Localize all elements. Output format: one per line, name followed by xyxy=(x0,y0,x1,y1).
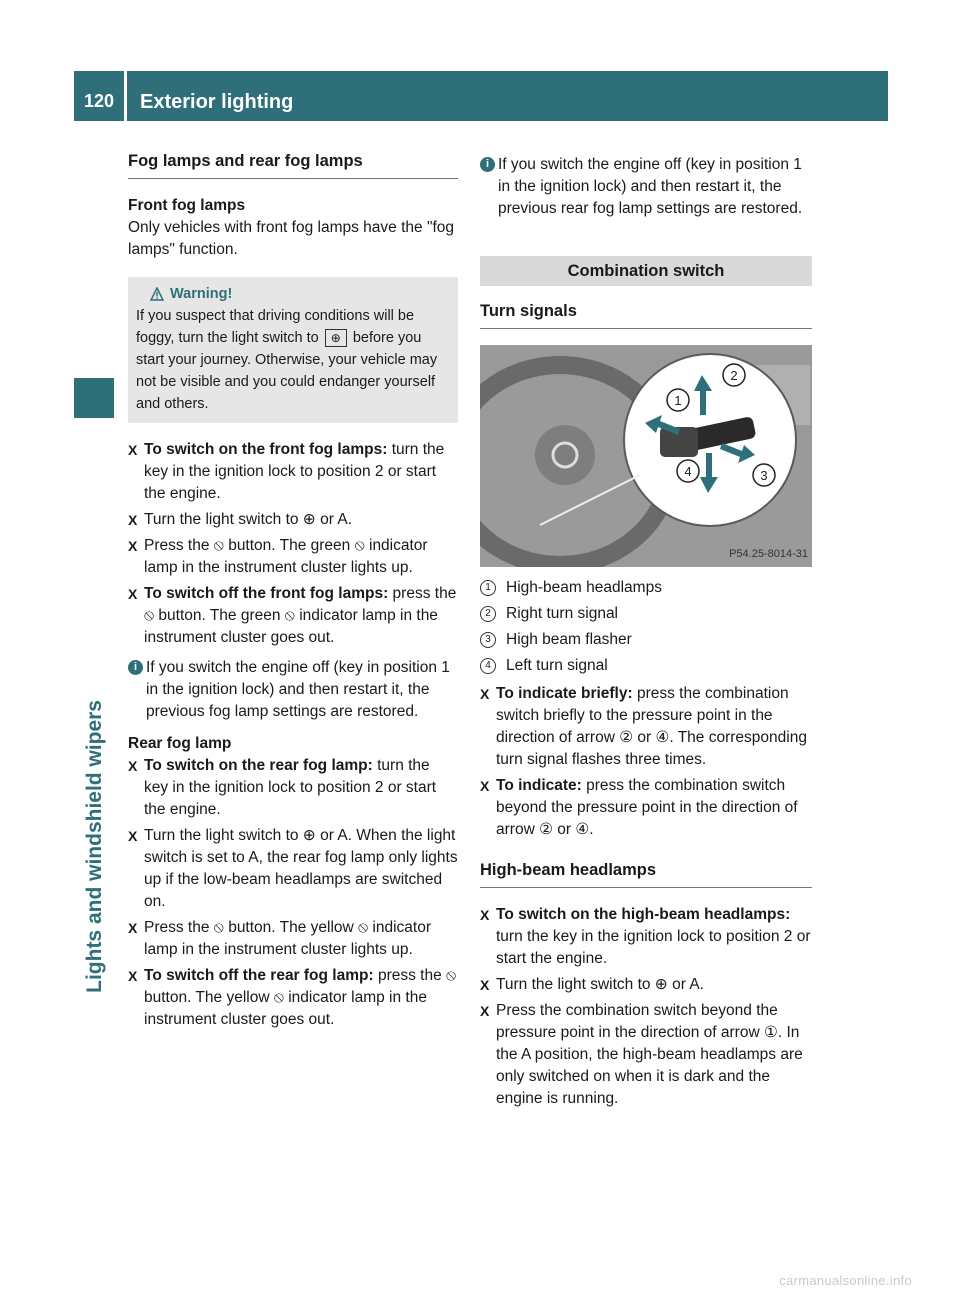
step-text: Press the ⦸ button. The yellow ⦸ indicator lamp in the instrument cluster lights up. xyxy=(144,919,432,958)
warning-text xyxy=(136,305,450,415)
step-front-press xyxy=(128,535,458,579)
step-rear-off xyxy=(128,965,458,1031)
step-bold: To switch on the high-beam headlamps: xyxy=(496,906,791,923)
svg-text:3: 3 xyxy=(760,468,768,483)
right-column xyxy=(480,150,812,1114)
legend-number: 2 xyxy=(480,606,496,622)
legend-number: 3 xyxy=(480,632,496,648)
step-front-on xyxy=(128,439,458,505)
step-bold: To switch off the rear fog lamp: xyxy=(144,967,374,984)
step-highbeam-switch xyxy=(480,974,812,996)
step-bold: To switch on the front fog lamps: xyxy=(144,441,388,458)
warning-triangle-icon xyxy=(150,287,164,301)
step-bold: To indicate briefly: xyxy=(496,685,633,702)
svg-text:4: 4 xyxy=(684,464,692,479)
svg-text:1: 1 xyxy=(674,393,682,408)
info-icon: i xyxy=(480,157,495,172)
step-text: press the ⦸ button. The yellow ⦸ indicator lamp in the instrument cluster goes out. xyxy=(144,967,457,1028)
info-icon: i xyxy=(128,660,143,675)
step-bold: To indicate: xyxy=(496,777,582,794)
legend-item xyxy=(480,655,812,677)
warning-text-part1: If you suspect that driving conditions will be foggy, turn the light switch to xyxy=(136,308,415,346)
left-column xyxy=(128,150,458,1035)
step-text: Press the ⦸ button. The green ⦸ indicator lamp in the instrument cluster lights up. xyxy=(144,537,428,576)
legend-label: Left turn signal xyxy=(506,657,608,674)
legend-item xyxy=(480,603,812,625)
legend-item xyxy=(480,629,812,651)
chapter-side-label: Lights and windshield wipers xyxy=(83,700,106,993)
step-marker-icon: X xyxy=(128,920,138,936)
step-rear-on xyxy=(128,755,458,821)
turn-signals-heading: Turn signals xyxy=(480,300,812,329)
step-text: Turn the light switch to ⊕ or A. When the light switch is set to A, the rear fog lamp only lights up if the low-beam headlamps are switched on. xyxy=(144,827,458,910)
step-marker-icon: X xyxy=(128,828,138,844)
step-indicate xyxy=(480,775,812,841)
info-text: If you switch the engine off (key in position 1 in the ignition lock) and then restart it, the previous rear fog lamp settings are restored. xyxy=(498,156,803,217)
step-text: turn the key in the ignition lock to position 2 or start the engine. xyxy=(144,757,437,818)
step-rear-switch xyxy=(128,825,458,913)
watermark: carmanualsonline.info xyxy=(779,1273,912,1288)
high-beam-heading: High-beam headlamps xyxy=(480,859,812,888)
step-marker-icon: X xyxy=(128,512,138,528)
step-text: Turn the light switch to ⊕ or A. xyxy=(496,976,704,993)
step-text: press the ⦸ button. The green ⦸ indicator lamp in the instrument cluster goes out. xyxy=(144,585,457,646)
step-marker-icon: X xyxy=(480,907,490,923)
step-marker-icon: X xyxy=(480,686,490,702)
step-highbeam-on xyxy=(480,904,812,970)
side-tab-marker xyxy=(74,378,114,418)
step-front-switch xyxy=(128,509,458,531)
front-fog-heading: Front fog lamps xyxy=(128,197,246,214)
step-front-off xyxy=(128,583,458,649)
step-marker-icon: X xyxy=(128,538,138,554)
step-highbeam-press xyxy=(480,1000,812,1110)
info-note-front xyxy=(128,657,458,723)
step-text: Turn the light switch to ⊕ or A. xyxy=(144,511,352,528)
page-number: 120 xyxy=(84,91,115,111)
figure-caption: P54.25-8014-31 xyxy=(729,548,808,560)
info-note-rear xyxy=(480,154,812,220)
low-beam-symbol-icon: ⊕ xyxy=(325,329,347,347)
step-bold: To switch on the rear fog lamp: xyxy=(144,757,373,774)
step-rear-press xyxy=(128,917,458,961)
step-bold: To switch off the front fog lamps: xyxy=(144,585,389,602)
step-marker-icon: X xyxy=(480,1003,490,1019)
step-marker-icon: X xyxy=(480,778,490,794)
legend-label: High-beam headlamps xyxy=(506,579,662,596)
header-divider xyxy=(124,71,127,121)
warning-box xyxy=(128,277,458,423)
warning-title xyxy=(150,283,450,305)
legend-label: High beam flasher xyxy=(506,631,632,648)
steering-wheel-illustration xyxy=(480,345,812,567)
legend-label: Right turn signal xyxy=(506,605,619,622)
step-text: Press the combination switch beyond the pressure point in the direction of arrow ①. In the A position, the high-beam headlamps are only switched on when it is dark and the engine is running. xyxy=(496,1002,803,1107)
info-text: If you switch the engine off (key in position 1 in the ignition lock) and then restart it, the previous fog lamp settings are restored. xyxy=(146,659,450,720)
legend-number: 4 xyxy=(480,658,496,674)
warning-text-part2: before you start your journey. Otherwise, your vehicle may not be visible and you could endanger yourself and others. xyxy=(136,330,438,412)
section-title-fog-lamps: Fog lamps and rear fog lamps xyxy=(128,150,458,179)
step-marker-icon: X xyxy=(480,977,490,993)
page-title: Exterior lighting xyxy=(140,91,294,113)
step-marker-icon: X xyxy=(128,968,138,984)
svg-text:2: 2 xyxy=(730,368,738,383)
step-indicate-briefly xyxy=(480,683,812,771)
rear-fog-heading: Rear fog lamp xyxy=(128,735,232,752)
step-text: press the combination switch beyond the pressure point in the direction of arrow ② or ④. xyxy=(496,777,798,838)
step-text: turn the key in the ignition lock to position 2 or start the engine. xyxy=(496,928,811,967)
legend-item xyxy=(480,577,812,599)
step-text: turn the key in the ignition lock to position 2 or start the engine. xyxy=(144,441,445,502)
section-band-combination-switch: Combination switch xyxy=(480,256,812,286)
step-text: press the combination switch briefly to the pressure point in the direction of arrow ② or ④. The corresponding turn signal flashes three times. xyxy=(496,685,807,768)
step-marker-icon: X xyxy=(128,442,138,458)
step-marker-icon: X xyxy=(128,586,138,602)
legend-number: 1 xyxy=(480,580,496,596)
combination-switch-figure xyxy=(480,345,812,567)
warning-title-text: Warning! xyxy=(170,286,233,302)
front-fog-intro: Only vehicles with front fog lamps have the "fog lamps" function. xyxy=(128,219,454,258)
step-marker-icon: X xyxy=(128,758,138,774)
